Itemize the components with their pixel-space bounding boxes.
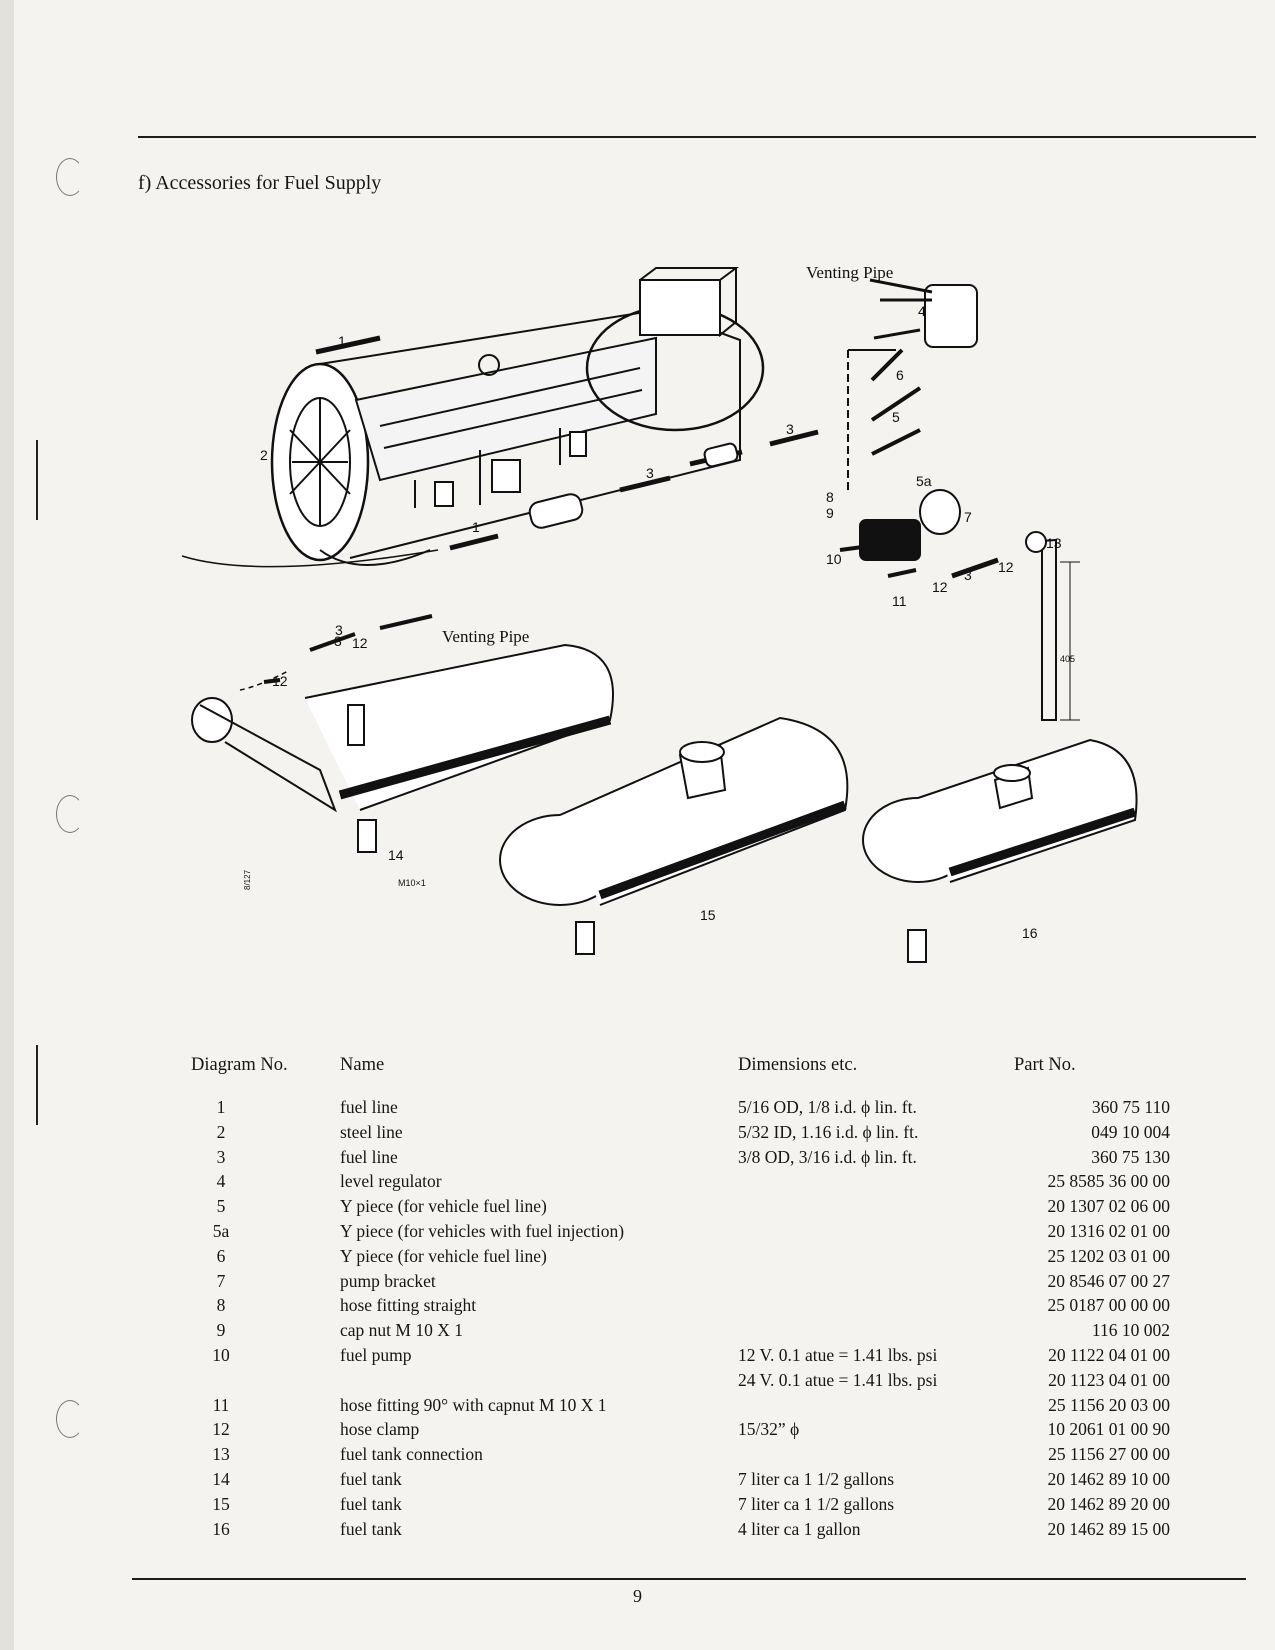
cell-part-no: 25 0187 00 00 00 — [1047, 1295, 1170, 1316]
cell-part-no: 20 1462 89 15 00 — [1047, 1518, 1170, 1539]
cell-name: Y piece (for vehicles with fuel injection) — [340, 1220, 625, 1241]
dimension-label: 405 — [1060, 654, 1076, 664]
margin-mark — [36, 440, 38, 520]
page-number: 9 — [633, 1586, 642, 1606]
table-row — [180, 1417, 1170, 1442]
punch-hole — [56, 158, 84, 196]
table-row — [180, 1244, 1170, 1269]
table-body — [180, 1095, 1170, 1541]
cell-diagram-no: 13 — [212, 1444, 230, 1465]
header-dimensions: Dimensions etc. — [738, 1055, 858, 1075]
cell-name: fuel tank connection — [340, 1444, 483, 1465]
callout: 7 — [964, 509, 972, 525]
diagram-svg — [180, 250, 1200, 1030]
cell-dimensions: 7 liter ca 1 1/2 gallons — [738, 1493, 895, 1514]
cell-part-no: 360 75 130 — [1091, 1146, 1170, 1167]
thread-label: M10×1 — [398, 878, 426, 888]
punch-hole — [56, 1400, 84, 1438]
fuel-pump-group — [840, 280, 1080, 720]
callout: 3 — [786, 421, 794, 437]
callout: 14 — [388, 847, 404, 863]
callout: 15 — [700, 907, 716, 923]
parts-table — [180, 1055, 1170, 1541]
cell-dimensions: 3/8 OD, 3/16 i.d. ϕ lin. ft. — [738, 1146, 917, 1167]
callout: 3 — [646, 465, 654, 481]
cell-part-no: 20 1123 04 01 00 — [1048, 1369, 1170, 1390]
cell-part-no: 20 1307 02 06 00 — [1047, 1196, 1170, 1217]
cell-part-no: 20 1122 04 01 00 — [1048, 1344, 1170, 1365]
cell-dimensions: 15/32” ϕ — [738, 1419, 800, 1440]
cell-name: fuel tank — [340, 1493, 402, 1514]
cell-name: fuel pump — [340, 1344, 412, 1365]
cell-name: Y piece (for vehicle fuel line) — [340, 1245, 547, 1266]
callout: 16 — [1022, 925, 1038, 941]
table-row — [180, 1194, 1170, 1219]
callout: 10 — [826, 551, 842, 567]
cell-dimensions: 4 liter ca 1 gallon — [738, 1518, 861, 1539]
table-row — [180, 1095, 1170, 1120]
cell-part-no: 049 10 004 — [1091, 1121, 1170, 1142]
section-title: f) Accessories for Fuel Supply — [138, 172, 382, 194]
heater-unit — [272, 268, 763, 565]
header-name: Name — [340, 1055, 385, 1075]
header-part-no: Part No. — [1014, 1055, 1076, 1075]
top-rule — [138, 136, 1256, 138]
cell-diagram-no: 5a — [212, 1220, 230, 1241]
cell-part-no: 25 1202 03 01 00 — [1047, 1245, 1170, 1266]
callout: 1 — [338, 333, 346, 349]
cell-diagram-no: 3 — [216, 1146, 226, 1167]
cell-part-no: 25 1156 27 00 00 — [1048, 1444, 1170, 1465]
exploded-diagram — [180, 250, 1200, 1030]
scan-edge — [0, 0, 14, 1650]
cell-diagram-no: 5 — [216, 1196, 226, 1217]
cell-name: hose fitting 90° with capnut M 10 X 1 — [340, 1394, 607, 1415]
cell-dimensions: 5/16 OD, 1/8 i.d. ϕ lin. ft. — [738, 1097, 917, 1117]
callout: 5 — [892, 409, 900, 425]
table-row — [180, 1145, 1170, 1170]
cell-part-no: 20 8546 07 00 27 — [1047, 1270, 1170, 1291]
callout: 9 — [826, 505, 834, 521]
table-row — [180, 1368, 1170, 1393]
table-row — [180, 1393, 1170, 1418]
cell-name: Y piece (for vehicle fuel line) — [340, 1196, 547, 1217]
table-row — [180, 1467, 1170, 1492]
header-diagram-no: Diagram No. — [191, 1055, 288, 1075]
table-row — [180, 1269, 1170, 1294]
cell-diagram-no: 11 — [212, 1394, 230, 1415]
cell-part-no: 116 10 002 — [1091, 1320, 1170, 1341]
callout: 11 — [892, 593, 907, 609]
punch-hole — [56, 795, 84, 833]
cell-part-no: 20 1462 89 20 00 — [1047, 1493, 1170, 1514]
cell-diagram-no: 14 — [212, 1468, 230, 1489]
callout: 12 — [352, 635, 368, 651]
callout: 8 — [826, 489, 834, 505]
callout: 12 — [998, 559, 1014, 575]
cell-name: hose fitting straight — [340, 1295, 477, 1316]
cell-name: cap nut M 10 X 1 — [340, 1320, 463, 1341]
venting-pipe-label: Venting Pipe — [806, 263, 894, 282]
venting-pipe-label: Venting Pipe — [442, 627, 530, 646]
cell-diagram-no: 2 — [216, 1121, 226, 1142]
cell-name: level regulator — [340, 1171, 442, 1192]
table-row — [180, 1219, 1170, 1244]
bottom-rule — [132, 1578, 1246, 1580]
cell-name: fuel line — [340, 1097, 398, 1117]
callout: 3 — [335, 622, 343, 638]
cell-part-no: 20 1462 89 10 00 — [1047, 1468, 1170, 1489]
cell-part-no: 10 2061 01 00 90 — [1047, 1419, 1170, 1440]
cell-diagram-no: 12 — [212, 1419, 230, 1440]
fuel-tank-15 — [500, 718, 847, 954]
callout: 12 — [272, 673, 288, 689]
cell-name: fuel tank — [340, 1518, 402, 1539]
table-header — [180, 1055, 1170, 1095]
cell-part-no: 360 75 110 — [1091, 1097, 1170, 1117]
table-row — [180, 1293, 1170, 1318]
table-row — [180, 1492, 1170, 1517]
cell-name: steel line — [340, 1121, 403, 1142]
callout: 3 — [964, 567, 972, 583]
cell-part-no: 25 1156 20 03 00 — [1048, 1394, 1170, 1415]
cell-dimensions: 12 V. 0.1 atue = 1.41 lbs. psi — [738, 1344, 938, 1365]
callout: 6 — [896, 367, 904, 383]
cell-dimensions: 7 liter ca 1 1/2 gallons — [738, 1468, 895, 1489]
cell-name: hose clamp — [340, 1419, 420, 1440]
fuel-tank-16 — [863, 740, 1137, 962]
table-row — [180, 1120, 1170, 1145]
cell-name: pump bracket — [340, 1270, 436, 1291]
cell-dimensions: 24 V. 0.1 atue = 1.41 lbs. psi — [738, 1369, 938, 1390]
cell-name: fuel line — [340, 1146, 398, 1167]
cell-diagram-no: 9 — [216, 1320, 226, 1341]
cell-diagram-no: 7 — [216, 1270, 226, 1291]
cell-diagram-no: 1 — [216, 1097, 226, 1117]
table-row — [180, 1343, 1170, 1368]
margin-mark — [36, 1045, 38, 1125]
cell-diagram-no: 10 — [212, 1344, 230, 1365]
callout: 1 — [472, 519, 480, 535]
callout: 2 — [260, 447, 268, 463]
table-row — [180, 1318, 1170, 1343]
cell-diagram-no: 15 — [212, 1493, 230, 1514]
figure-code: 8/127 — [243, 869, 252, 890]
callout: 12 — [932, 579, 948, 595]
callout: 3 — [334, 633, 342, 649]
cell-diagram-no: 6 — [216, 1245, 226, 1266]
cell-diagram-no: 16 — [212, 1518, 230, 1539]
callout: 13 — [1046, 535, 1062, 551]
cell-part-no: 20 1316 02 01 00 — [1047, 1220, 1170, 1241]
table-row — [180, 1517, 1170, 1542]
cell-diagram-no: 4 — [216, 1171, 226, 1192]
callout: 5a — [916, 473, 932, 489]
cell-part-no: 25 8585 36 00 00 — [1047, 1171, 1170, 1192]
cell-name: fuel tank — [340, 1468, 402, 1489]
cell-diagram-no: 8 — [216, 1295, 226, 1316]
table-row — [180, 1442, 1170, 1467]
cell-dimensions: 5/32 ID, 1.16 i.d. ϕ lin. ft. — [738, 1121, 919, 1142]
callout: 4 — [918, 303, 926, 319]
table-row — [180, 1169, 1170, 1194]
